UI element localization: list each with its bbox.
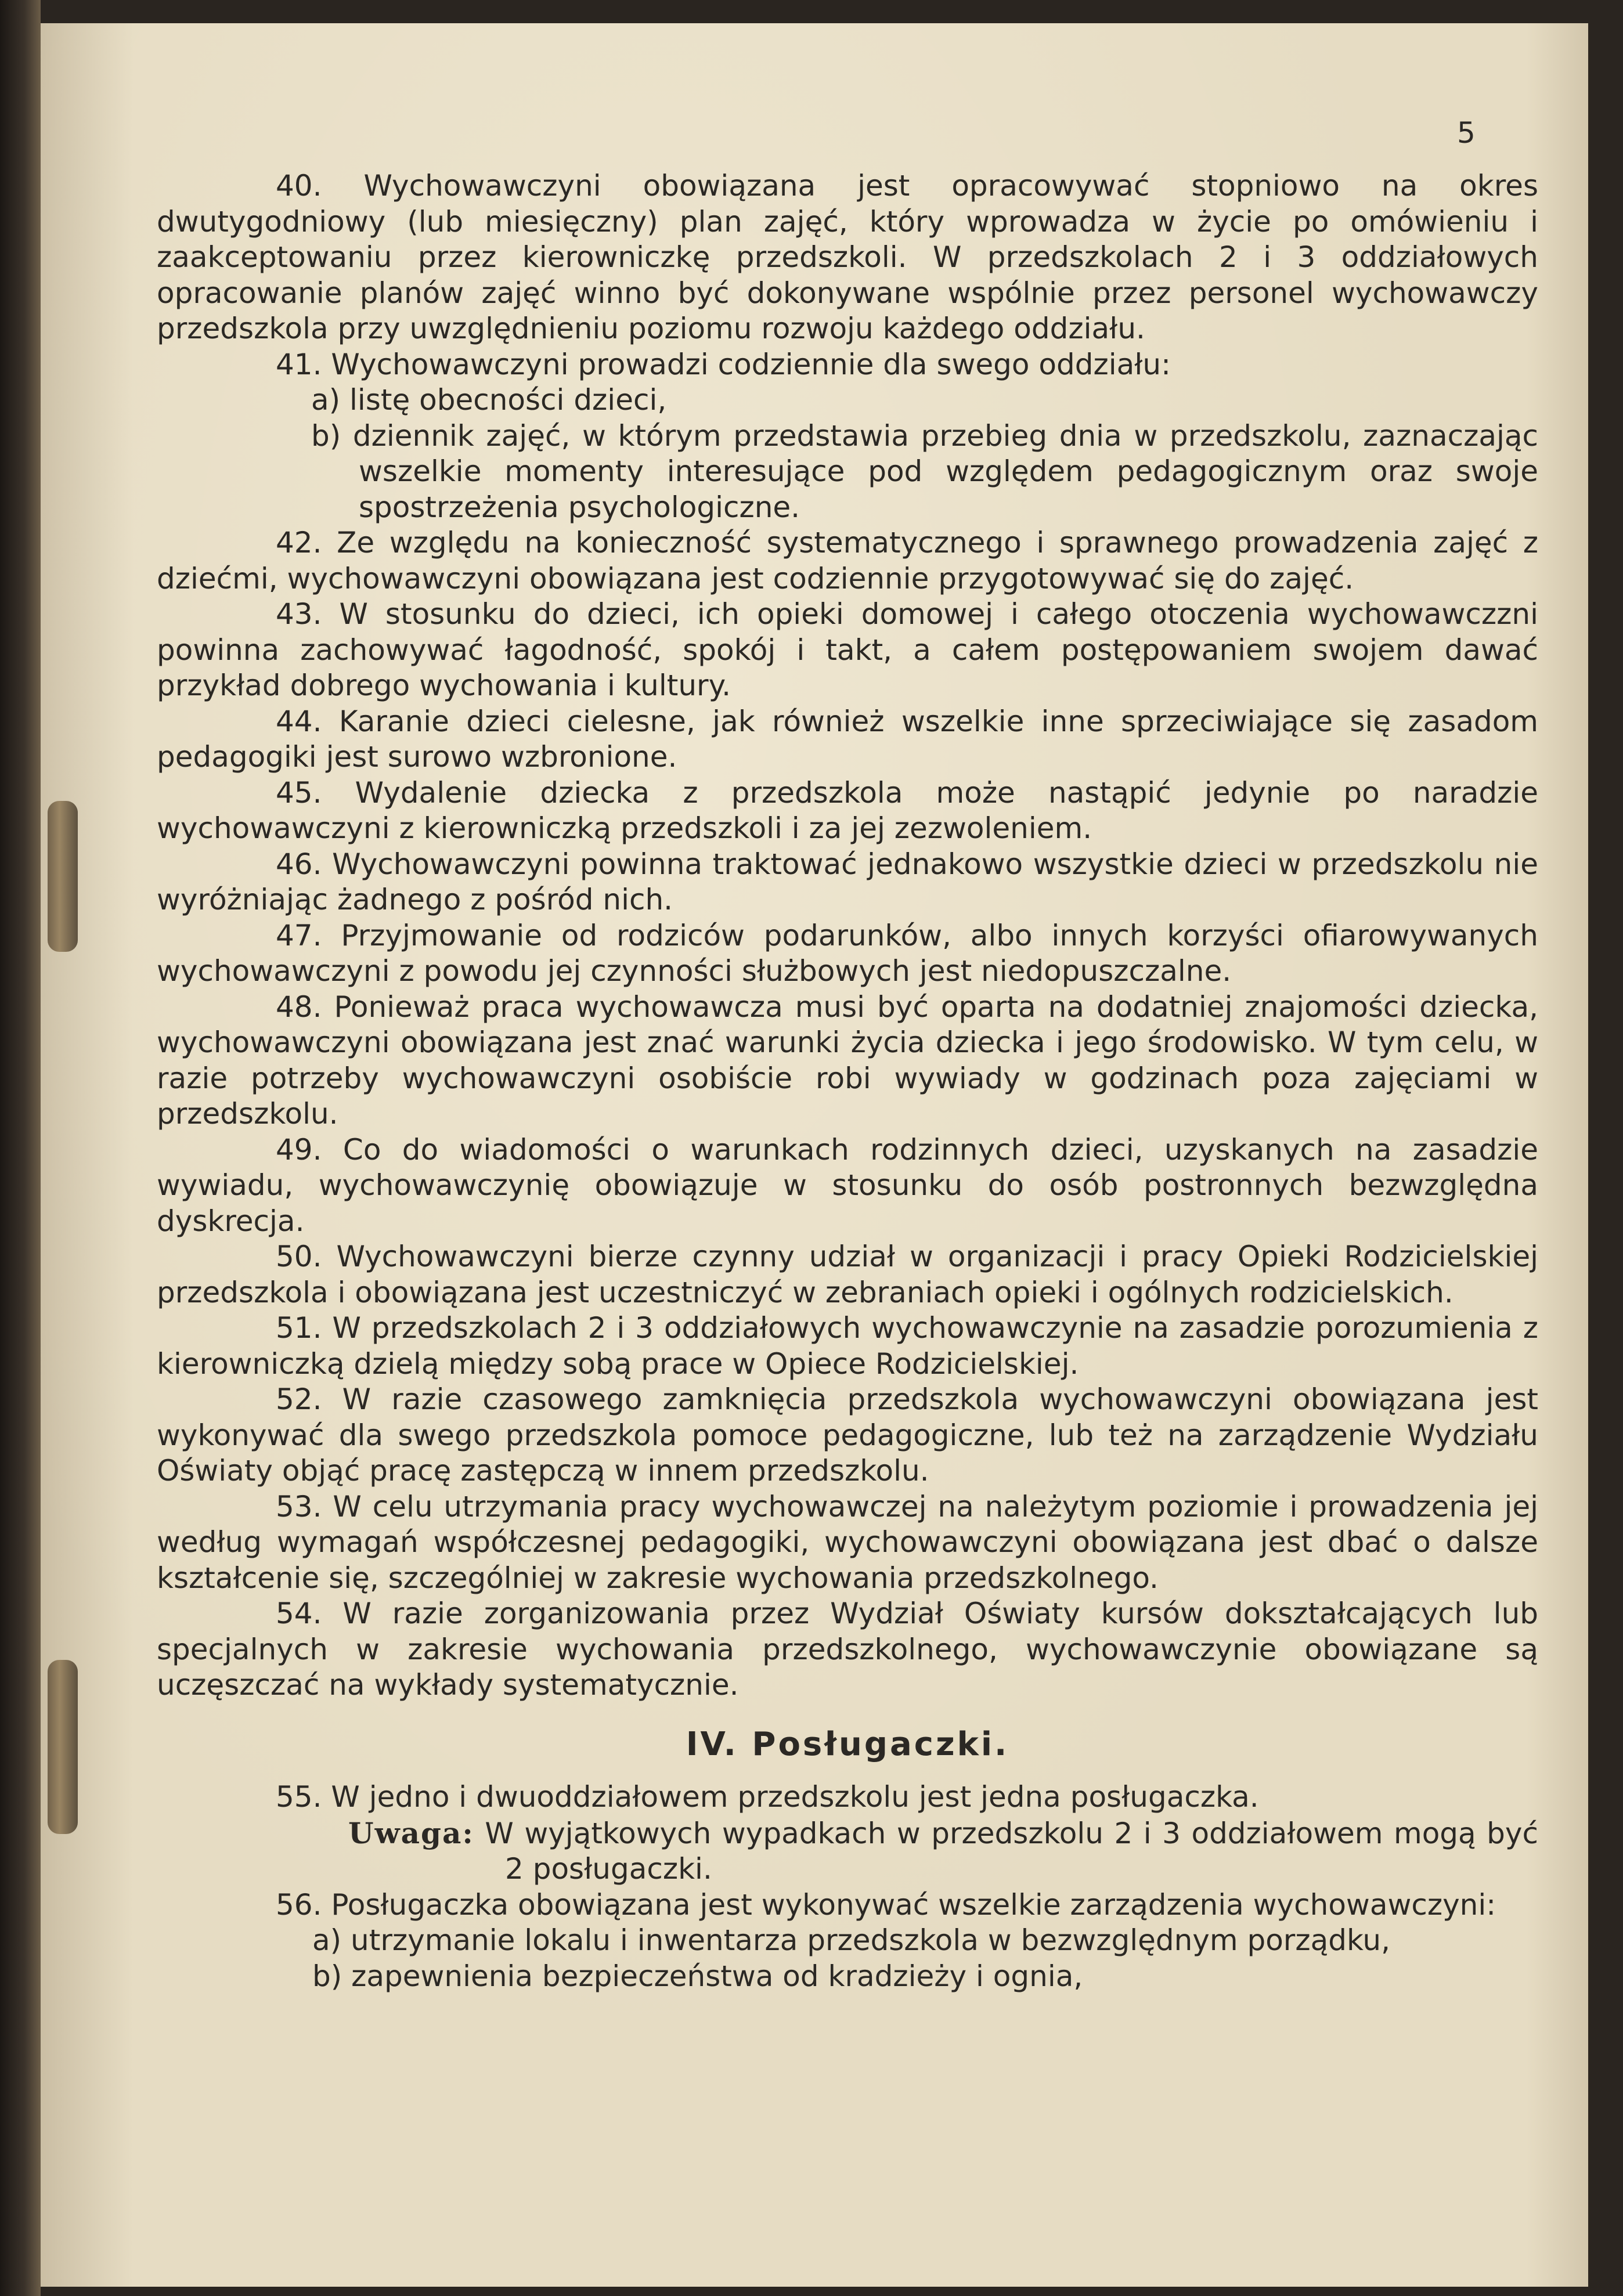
staple-mark-bottom [48, 1660, 78, 1834]
document-page [41, 23, 1588, 2287]
note-label: Uwaga: [348, 1815, 474, 1850]
paragraph-54: 54. W razie zorganizowania przez Wydział Oświaty kursów dokształcających lub specjalnych w zakresie wychowania przedszkolnego, wychowawczynie obowiązane są uczęszczać na wykłady systematycznie. [157, 1597, 1538, 1702]
list-item-41b: b) dziennik zajęć, w którym przedstawia przebieg dnia w przedszkolu, zaznaczając wszelkie momenty interesujące pod względem pedagogicznym oraz swoje spostrzeżenia psychologiczne. [311, 418, 1538, 524]
section-heading: IV. Posługaczki. [686, 1725, 1009, 1763]
paragraph-50: 50. Wychowawczyni bierze czynny udział w organizacji i pracy Opieki Rodzicielskiej przedszkola i obowiązana jest uczestniczyć w zebraniach opieki i ogólnych rodzicielskich. [157, 1240, 1538, 1309]
note-text: W wyjątkowych wypadkach w przedszkolu 2 i 3 oddziałowem mogą być 2 posługaczki. [485, 1816, 1538, 1886]
paragraph-49: 49. Co do wiadomości o warunkach rodzinnych dzieci, uzyskanych na zasadzie wywiadu, wychowawczynię obowiązuje w stosunku do osób postronnych bezwzględna dyskrecja. [157, 1132, 1538, 1238]
paragraph-41: 41. Wychowawczyni prowadzi codziennie dla swego oddziału: [276, 347, 1171, 381]
staple-mark-top [48, 801, 78, 952]
list-item-41a: a) listę obecności dzieci, [311, 383, 667, 417]
paragraph-43: 43. W stosunku do dzieci, ich opieki domowej i całego otoczenia wychowawczzni powinna zachowywać łagodność, spokój i takt, a całem postępowaniem swojem dawać przykład dobrego wychowania i kultury. [157, 597, 1538, 702]
paragraph-44: 44. Karanie dzieci cielesne, jak również wszelkie inne sprzeciwiające się zasadom pedagogiki jest surowo wzbronione. [157, 704, 1538, 774]
paragraph-42: 42. Ze względu na konieczność systematycznego i sprawnego prowadzenia zajęć z dziećmi, wychowawczyni obowiązana jest codziennie przygotowywać się do zajęć. [157, 526, 1538, 595]
page-number: 5 [1457, 116, 1476, 150]
paragraph-40: 40. Wychowawczyni obowiązana jest opracowywać stopniowo na okres dwutygodniowy (lub miesięczny) plan zajęć, który wprowadza w życie po omówieniu i zaakceptowaniu przez kierowniczkę przedszkoli. W przedszkolach 2 i 3 oddziałowych opracowanie planów zajęć winno być dokonywane wspólnie przez personel wychowawczy przedszkola przy uwzględnieniu poziomu rozwoju każdego oddziału. [157, 169, 1538, 345]
paragraph-46: 46. Wychowawczyni powinna traktować jednakowo wszystkie dzieci w przedszkolu nie wyróżniając żadnego z pośród nich. [157, 847, 1538, 916]
paragraph-48: 48. Ponieważ praca wychowawcza musi być oparta na dodatniej znajomości dziecka, wychowawczyni obowiązana jest znać warunki życia dziecka i jego środowisko. W tym celu, w razie potrzeby wychowawczyni osobiście robi wywiady w godzinach poza zajęciami w przedszkolu. [157, 990, 1538, 1131]
paragraph-53: 53. W celu utrzymania pracy wychowawczej na należytym poziomie i prowadzenia jej według wymagań współczesnej pedagogiki, wychowawczyni obowiązana jest dbać o dalsze kształcenie się, szczególniej w zakresie wychowania przedszkolnego. [157, 1489, 1538, 1595]
paragraph-52: 52. W razie czasowego zamknięcia przedszkola wychowawczyni obowiązana jest wykonywać dla swego przedszkola pomoce pedagogiczne, lub też na zarządzenie Wydziału Oświaty objąć pracę zastępczą w innem przedszkolu. [157, 1382, 1538, 1488]
document-body [157, 168, 1538, 1994]
paragraph-56: 56. Posługaczka obowiązana jest wykonywać wszelkie zarządzenia wychowawczyni: [276, 1887, 1496, 1922]
list-item-56b: b) zapewnienia bezpieczeństwa od kradzieży i ognia, [312, 1959, 1083, 1993]
list-item-56a: a) utrzymanie lokalu i inwentarza przedszkola w bezwzględnym porządku, [312, 1923, 1390, 1957]
paragraph-51: 51. W przedszkolach 2 i 3 oddziałowych wychowawczynie na zasadzie porozumienia z kierowniczką dzielą między sobą prace w Opiece Rodzicielskiej. [157, 1311, 1538, 1381]
book-spine [0, 0, 41, 2296]
paragraph-45: 45. Wydalenie dziecka z przedszkola może nastąpić jedynie po naradzie wychowawczyni z kierowniczką przedszkoli i za jej zezwoleniem. [157, 775, 1538, 845]
paragraph-47: 47. Przyjmowanie od rodziców podarunków, albo innych korzyści ofiarowywanych wychowawczyni z powodu jej czynności służbowych jest niedopuszczalne. [157, 918, 1538, 988]
note [157, 1815, 1538, 1887]
paragraph-55: 55. W jedno i dwuoddziałowem przedszkolu jest jedna posługaczka. [276, 1780, 1259, 1814]
